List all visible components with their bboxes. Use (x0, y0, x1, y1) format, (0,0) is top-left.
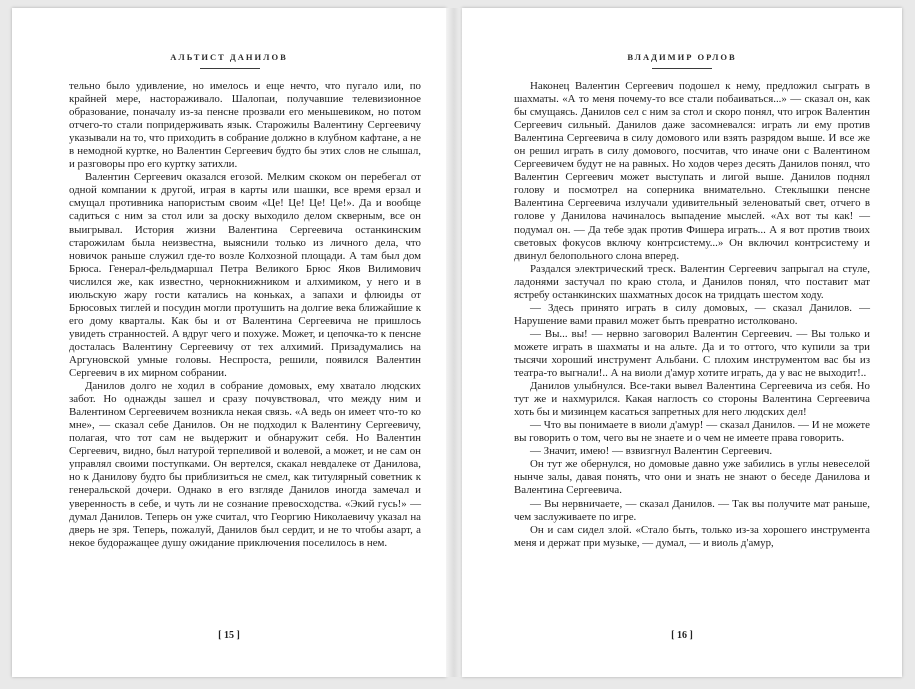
paragraph: Он тут же обернулся, но домовые давно уже забились в углы невеселой нынче залы, давая понять, что они и знать не знают о беседе Данилова и Валентина Сергеевича. (514, 458, 870, 497)
paragraph: Он и сам сидел злой. «Стало быть, только из-за хорошего инструмента меня и держат при музыке, — думал, — и виоль д'амур, (514, 523, 870, 549)
paragraph: — Вы... вы! — нервно заговорил Валентин Сергеевич. — Вы только и можете играть в шахматы и на альте. Да и то оттого, что купили за три тысячи хороший инструмент Альбани. С плохим инструментом вас бы из театра-то выгнали!.. А на виоли д'амур хотите играть, да у вас не выходит!.. (514, 327, 870, 380)
paragraph: тельно было удивление, но имелось и еще нечто, что пугало или, по крайней мере, настораживало. Шалопаи, получавшие телевизионное образование, поначалу из-за пенсне прозвали его меньшевиком, но потом отчего-то стали попридерживать язык. Старожилы Валентину Сергеевичу указывали на то, что приходить в собрание должно в клубном кафтане, а не в немодной куртке, но Валентин Сергеевич будто бы этих слов не слышал, и разговоры про его куртку затихли. (69, 80, 421, 171)
paragraph: — Вы нервничаете, — сказал Данилов. — Так вы получите мат раньше, чем заслуживаете по игре. (514, 497, 870, 523)
paragraph: Данилов улыбнулся. Все-таки вывел Валентина Сергеевича из себя. Но тут же и нахмурился. Какая наглость со стороны Валентина Сергеевича хоть бы и мизинцем касаться запретных для него людских дел! (514, 380, 870, 419)
right-page-text (514, 80, 870, 550)
paragraph: — Здесь принято играть в силу домовых, — сказал Данилов. — Нарушение вами правил может быть превратно истолковано. (514, 301, 870, 327)
left-page-text (69, 80, 421, 550)
book-gutter (446, 8, 462, 677)
paragraph: Раздался электрический треск. Валентин Сергеевич запрыгал на стуле, ладонями застучал по краю стола, и Данилов понял, что поставит мат ястребу останкинских шахматных досок на тридцать шестом ходу. (514, 262, 870, 301)
right-page (462, 8, 902, 677)
paragraph: Наконец Валентин Сергеевич подошел к нему, предложил сыграть в шахматы. «А то меня почему-то все стали побаиваться...» — сказал он, как бы смущаясь. Данилов сел с ним за стол и скоро понял, что игрок Валентин Сергеевич сильный. Данилов даже засомневался: играть ли ему против Валентина Сергеевича в силу домового или взять разрядом выше. И все же он решил играть в силу домового, посчитав, что иначе они с Валентином Сергеевичем будут не на равных. Но ходов через десять Данилов понял, что Валентин Сергеевич может выступать и лигой выше. Данилов поднял голову и посмотрел на соперника внимательно. Стеклышки пенсне Валентина Сергеевича излучали удивительный зеленоватый свет, отчего в голове у Данилова начиналось выпадение мыслей. «Ах вот ты как! — подумал он. — Да тебе эдак против Фишера играть... А я вот против твоих световых фокусов включу контрсистему...» Он включил контрсистему и двинул белопольного слона вперед. (514, 80, 870, 262)
left-page-number: [ 15 ] (218, 630, 240, 641)
right-running-header: ВЛАДИМИР ОРЛОВ (627, 52, 737, 62)
paragraph: Данилов долго не ходил в собрание домовых, ему хватало людских забот. Но однажды зашел и сразу почувствовал, что между ним и Валентином Сергеевичем возникла некая связь. «А ведь он имеет что-то ко мне», — сказал себе Данилов. Он не подходил к Валентину Сергеевичу, полагая, что тот сам не выдержит и обнаружит себя. Но Валентин Сергеевич, видно, был натурой терпеливой и волевой, а может, и не сам он управлял своими поступками. Он вертелся, скакал невдалеке от Данилова, но к Данилову будто бы приблизиться не смел, как титулярный советник к генеральской дочери. Однако в его взгляде Данилов иногда замечал и уверенность в себе, и чуть ли не сознание превосходства. «Экий гусь!» — думал Данилов. Теперь он уже считал, что Георгию Николаевичу указал на дверь не зря. Теперь, пожалуй, Данилов был сердит, и не то чтобы азарт, а некое будоражащее душу ожидание приключения поселилось в нем. (69, 380, 421, 549)
paragraph: — Значит, имею! — взвизгнул Валентин Сергеевич. (530, 445, 773, 458)
left-running-header: АЛЬТИСТ ДАНИЛОВ (170, 52, 288, 62)
paragraph: — Что вы понимаете в виоли д'амур! — сказал Данилов. — И не можете вы говорить о том, чего вы не знаете и о чем не имеете права говорить. (514, 419, 870, 445)
left-header-rule (200, 68, 260, 69)
right-header-rule (652, 68, 712, 69)
paragraph: Валентин Сергеевич оказался егозой. Мелким скоком он перебегал от одной компании к другой, играя в карты или шашки, все время ерзал и смущал противника напористым своим «Це! Це! Це! Це!». Да и вообще садиться с ним за стол или за доску выходило делом скверным, все он выигрывал. История жизни Валентина Сергеевича останкинским старожилам была неизвестна, выяснили только из личного дела, что новичок раньше служил где-то возле Колхозной площади. А там был дом Брюса. Генерал-фельдмаршал Петра Великого Брюс Яков Вилимович числился же, как известно, чернокнижником и алхимиком, у него и в июльскую жару гости катались на коньках, а запахи и флюиды от Брюсовых тиглей и посудин могли протушить на долгие века ближайшие к его дому кварталы. Как бы и от Валентина Сергеевича не пришлось увидеть странностей. А вдруг чего и похуже. Может, и цепочка-то к пенсне досталась Валентину Сергеевичу от тех алхимий. Призадумались на Аргуновской умные головы. Неспроста, решили, появился Валентин Сергеевич в их мирном собрании. (69, 171, 421, 380)
left-page (12, 8, 446, 677)
right-page-number: [ 16 ] (671, 630, 693, 641)
